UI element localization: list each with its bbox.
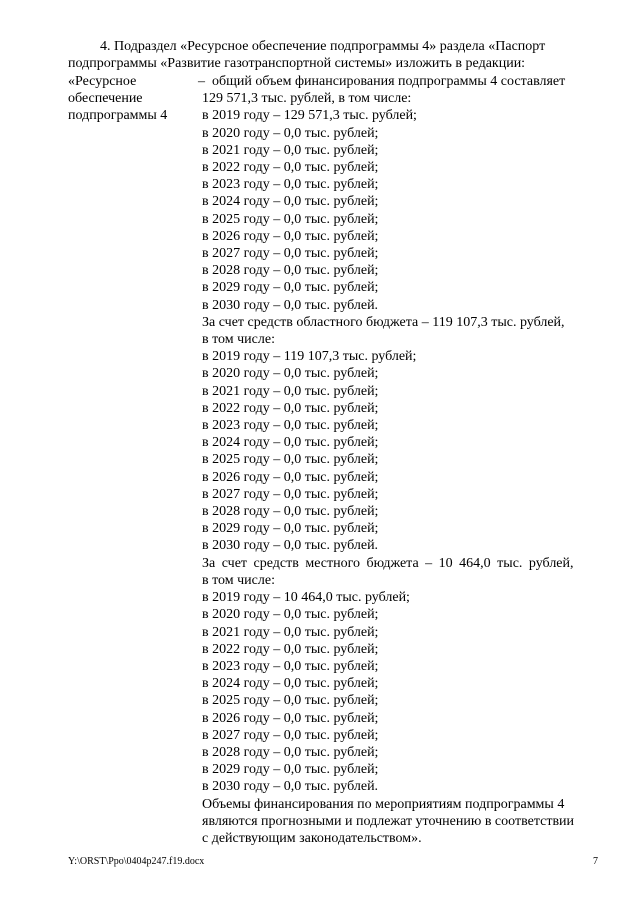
year-amount-line: в 2021 году – 0,0 тыс. рублей; [202, 383, 379, 399]
section-content [202, 73, 598, 847]
year-amount-line: в 2023 году – 0,0 тыс. рублей; [202, 418, 379, 434]
year-amount-line: в 2029 году – 0,0 тыс. рублей; [202, 280, 379, 296]
section-label-line: подпрограммы 4 [68, 108, 168, 124]
year-amount-line: в 2030 году – 0,0 тыс. рублей. [202, 297, 379, 313]
file-path: Y:\ORST\Ppo\0404p247.f19.docx [68, 856, 205, 867]
year-amount-line: в 2029 году – 0,0 тыс. рублей; [202, 521, 379, 537]
year-amount-line: в 2026 году – 0,0 тыс. рублей; [202, 710, 379, 726]
regional-line: За счет средств областного бюджета – 119 107,3 тыс. рублей, [202, 314, 565, 330]
local-line: в том числе: [202, 572, 275, 588]
year-amount-line: в 2022 году – 0,0 тыс. рублей; [202, 641, 379, 657]
year-amount-line: в 2026 году – 0,0 тыс. рублей; [202, 469, 379, 485]
section-label [68, 73, 183, 125]
intro-paragraph [68, 38, 598, 72]
year-amount-line: в 2027 году – 0,0 тыс. рублей; [202, 246, 379, 262]
year-amount-line: в 2029 году – 0,0 тыс. рублей; [202, 762, 379, 778]
year-amount-line: в 2022 году – 0,0 тыс. рублей; [202, 400, 379, 416]
year-amount-line: в 2021 году – 0,0 тыс. рублей; [202, 142, 379, 158]
year-amount-line: в 2019 году – 10 464,0 тыс. рублей; [202, 590, 410, 606]
year-amount-line: в 2021 году – 0,0 тыс. рублей; [202, 624, 379, 640]
page-number: 7 [593, 856, 598, 867]
year-amount-line: в 2027 году – 0,0 тыс. рублей; [202, 727, 379, 743]
year-amount-line: в 2025 году – 0,0 тыс. рублей; [202, 693, 379, 709]
year-amount-line: в 2024 году – 0,0 тыс. рублей; [202, 676, 379, 692]
year-amount-line: в 2023 году – 0,0 тыс. рублей; [202, 177, 379, 193]
separator-dash: – [198, 74, 205, 89]
total-year-list [202, 107, 598, 313]
section-label-line: «Ресурсное [68, 74, 137, 89]
year-amount-line: в 2023 году – 0,0 тыс. рублей; [202, 658, 379, 674]
local-year-list [202, 589, 598, 795]
closing-line: с действующим законодательством». [202, 830, 422, 846]
year-amount-line: в 2020 году – 0,0 тыс. рублей; [202, 125, 379, 141]
section-label-line: обеспечение [68, 91, 143, 107]
year-amount-line: в 2020 году – 0,0 тыс. рублей; [202, 366, 379, 382]
local-line: За счет средств местного бюджета – 10 464,0 тыс. рублей, [202, 555, 574, 571]
year-amount-line: в 2026 году – 0,0 тыс. рублей; [202, 228, 379, 244]
year-amount-line: в 2028 году – 0,0 тыс. рублей; [202, 744, 379, 760]
total-line: 129 571,3 тыс. рублей, в том числе: [202, 91, 412, 107]
total-line: общий объем финансирования подпрограммы 4 составляет [212, 74, 566, 89]
year-amount-line: в 2019 году – 129 571,3 тыс. рублей; [202, 108, 417, 124]
closing-line: Объемы финансирования по мероприятиям подпрограммы 4 [202, 796, 565, 812]
year-amount-line: в 2024 году – 0,0 тыс. рублей; [202, 435, 379, 451]
year-amount-line: в 2025 году – 0,0 тыс. рублей; [202, 452, 379, 468]
year-amount-line: в 2024 году – 0,0 тыс. рублей; [202, 194, 379, 210]
year-amount-line: в 2027 году – 0,0 тыс. рублей; [202, 486, 379, 502]
intro-line: подпрограммы «Развитие газотранспортной системы» изложить в редакции: [68, 56, 526, 72]
regional-year-list [202, 348, 598, 554]
regional-line: в том числе: [202, 332, 275, 348]
year-amount-line: в 2022 году – 0,0 тыс. рублей; [202, 160, 379, 176]
year-amount-line: в 2028 году – 0,0 тыс. рублей; [202, 504, 379, 520]
year-amount-line: в 2025 году – 0,0 тыс. рублей; [202, 211, 379, 227]
year-amount-line: в 2030 году – 0,0 тыс. рублей. [202, 779, 379, 795]
year-amount-line: в 2019 году – 119 107,3 тыс. рублей; [202, 349, 417, 365]
closing-line: являются прогнозными и подлежат уточнению в соответствии [202, 813, 575, 829]
year-amount-line: в 2020 году – 0,0 тыс. рублей; [202, 607, 379, 623]
year-amount-line: в 2028 году – 0,0 тыс. рублей; [202, 263, 379, 279]
year-amount-line: в 2030 году – 0,0 тыс. рублей. [202, 538, 379, 554]
intro-line: 4. Подраздел «Ресурсное обеспечение подпрограммы 4» раздела «Паспорт [100, 39, 546, 54]
